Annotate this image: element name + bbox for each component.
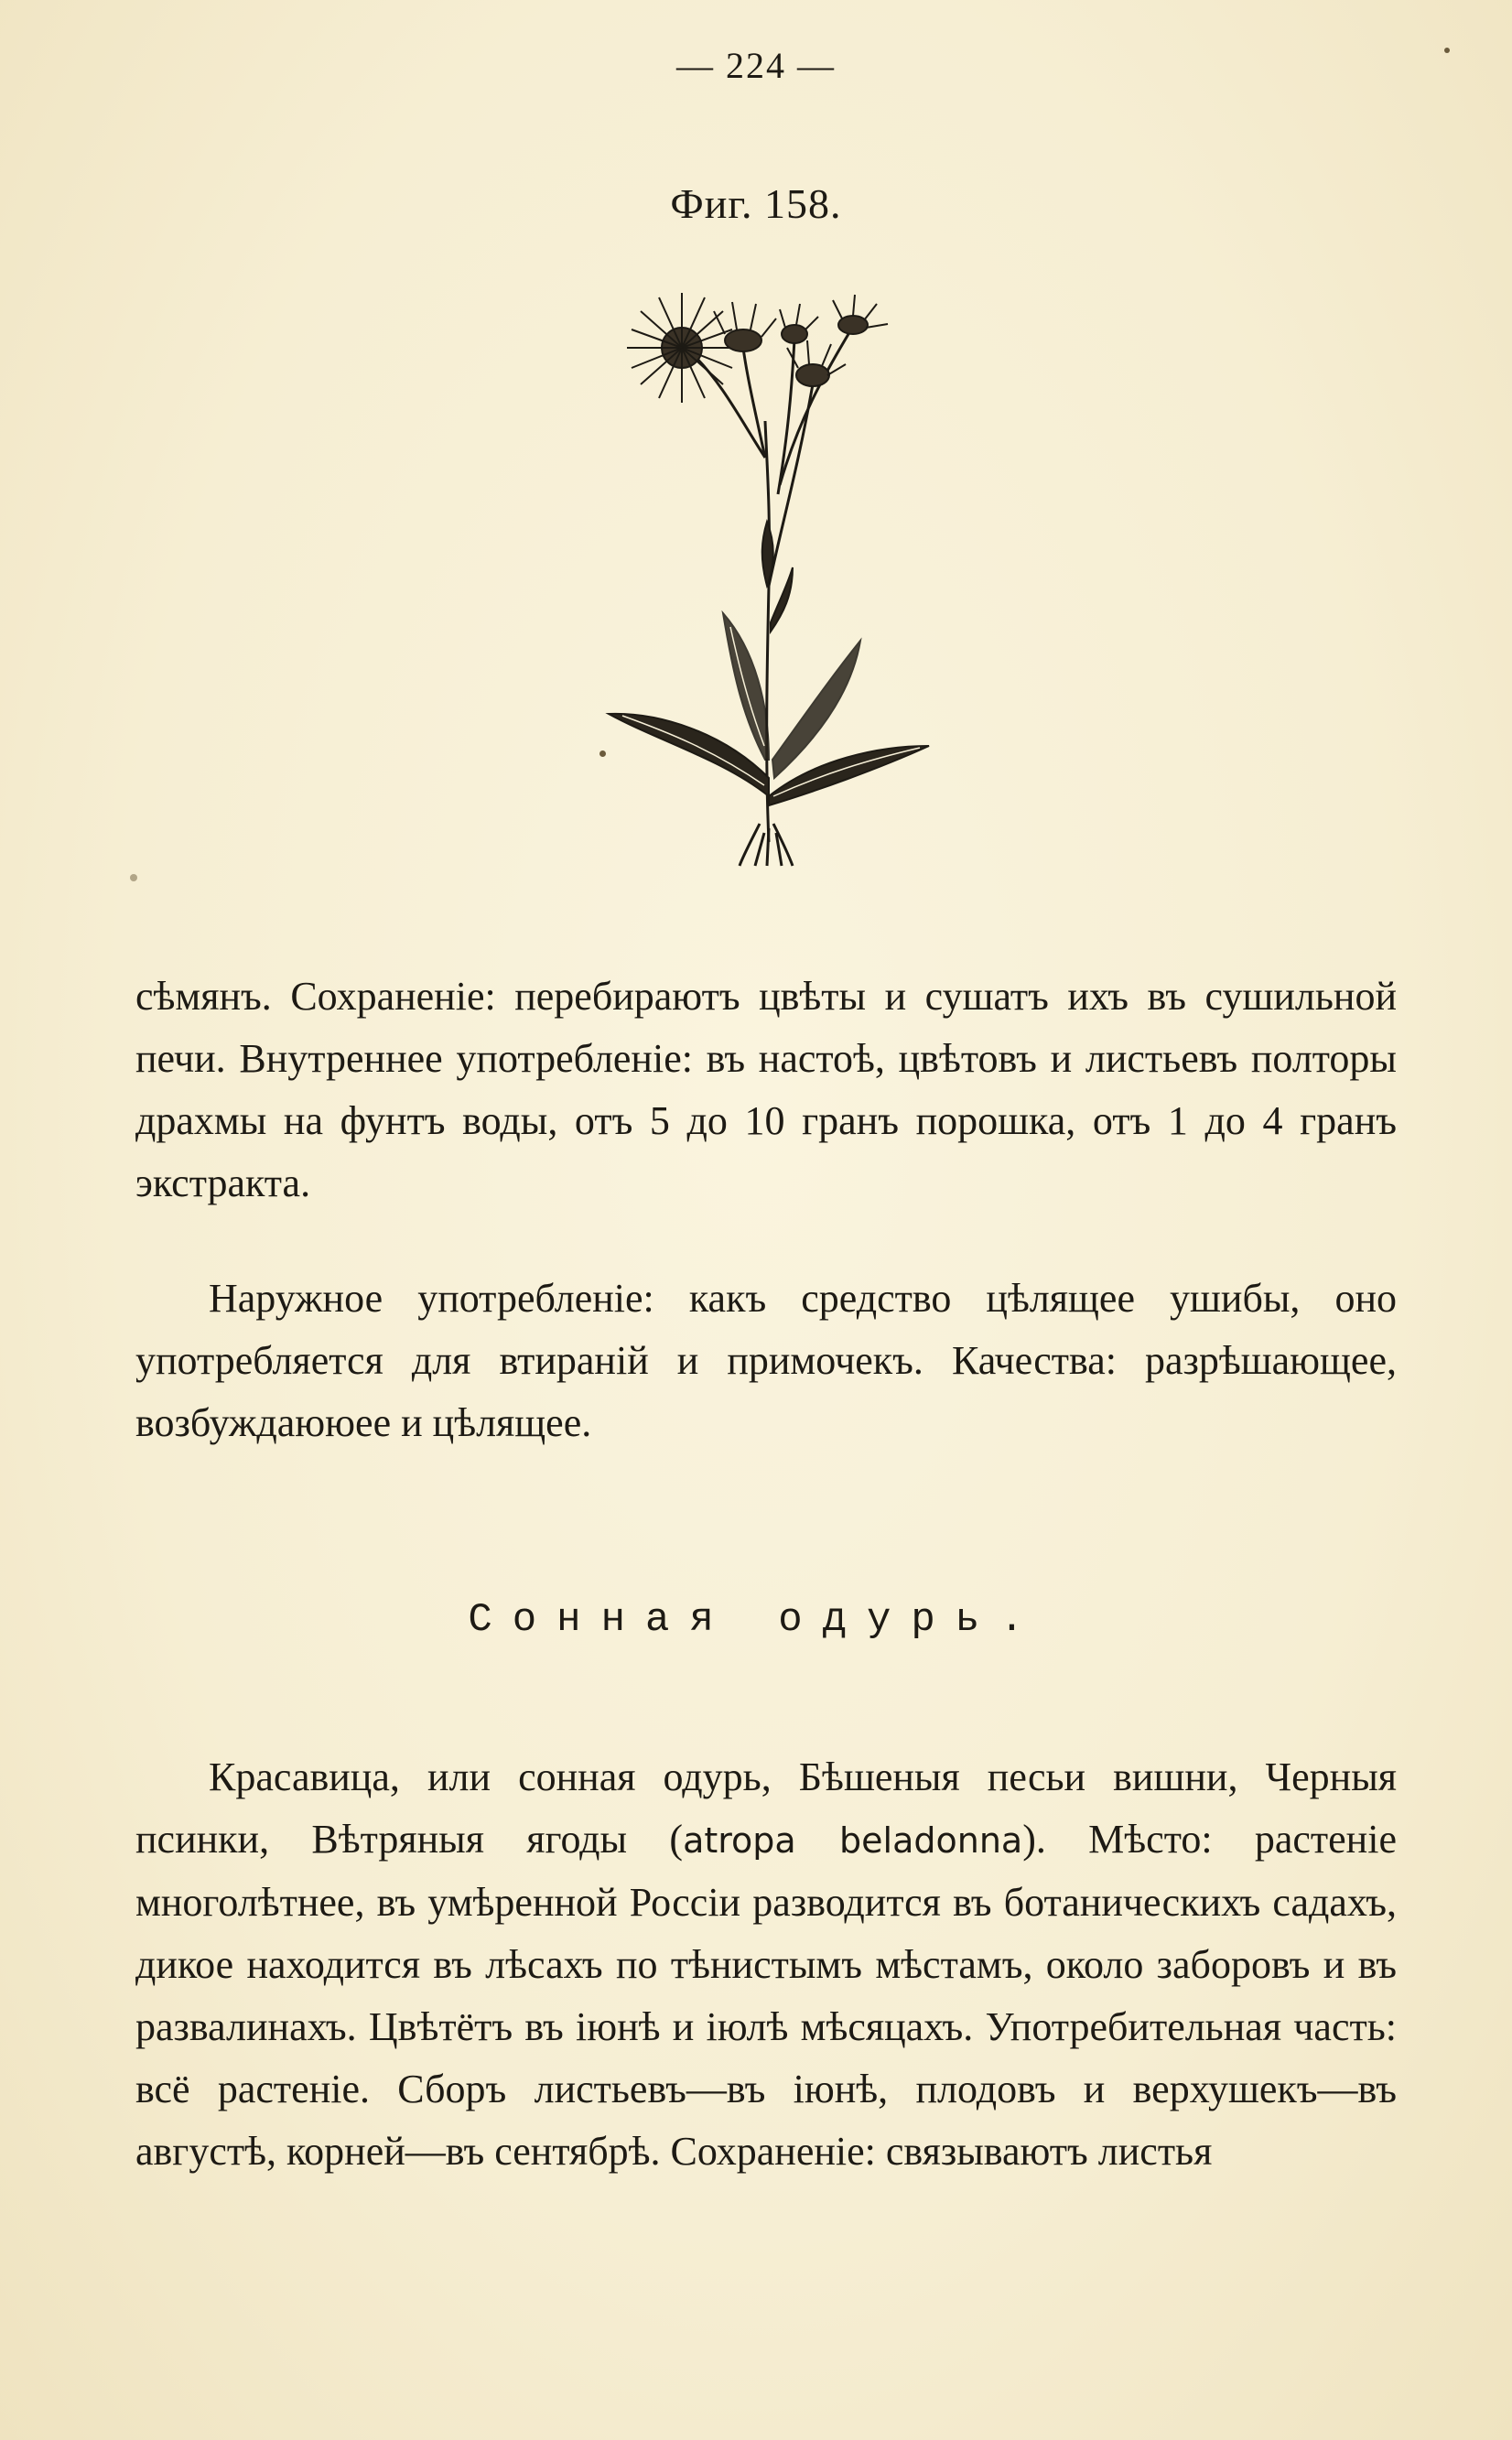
paper-speck (1444, 48, 1450, 53)
latin-name: atropa beladonna (683, 1820, 1023, 1861)
paragraph-belladonna-intro: Красавица, или сонная одурь, Бѣшеныя песьи вишни, Черныя псинки, Вѣтряныя ягоды ( (135, 1754, 1397, 1862)
arnica-plant-illustration (586, 284, 952, 869)
figure-caption: Фиг. 158. (670, 180, 842, 227)
paragraph-preservation: сѣмянъ. Сохраненіе: перебираютъ цвѣты и сушатъ ихъ въ сушильной печи. Внутреннее употребленіе: въ настоѣ, цвѣтовъ и листьевъ полторы драхмы на фунтъ воды, отъ 5 до 10 гранъ порошка, отъ 1 до 4 гранъ экстракта. (135, 974, 1397, 1205)
page-number: — 224 — (676, 45, 836, 86)
paragraph-belladonna (135, 1746, 1397, 2183)
paper-speck (599, 750, 606, 757)
paragraph-belladonna-body: ). Мѣсто: растеніе многолѣтнее, въ умѣренной Россіи разводится въ ботаническихъ садахъ, дикое находится въ лѣсахъ по тѣнистымъ мѣстамъ, около заборовъ и въ развалинахъ. Цвѣтётъ въ іюнѣ и іюлѣ мѣсяцахъ. Употребительная часть: всё растеніе. Сборъ листьевъ—въ іюнѣ, плодовъ и верхушекъ—въ августѣ, корней—въ сентябрѣ. Сохраненіе: связываютъ листья (135, 1817, 1397, 2174)
paragraph-external-use: Наружное употребленіе: какъ средство цѣлящее ушибы, оно употребляется для втираній и примочекъ. Качества: разрѣшающее, возбуждаююее и цѣлящее. (135, 1276, 1397, 1445)
paper-speck (130, 874, 137, 881)
section-title: Сонная одурь. (468, 1597, 1044, 1643)
